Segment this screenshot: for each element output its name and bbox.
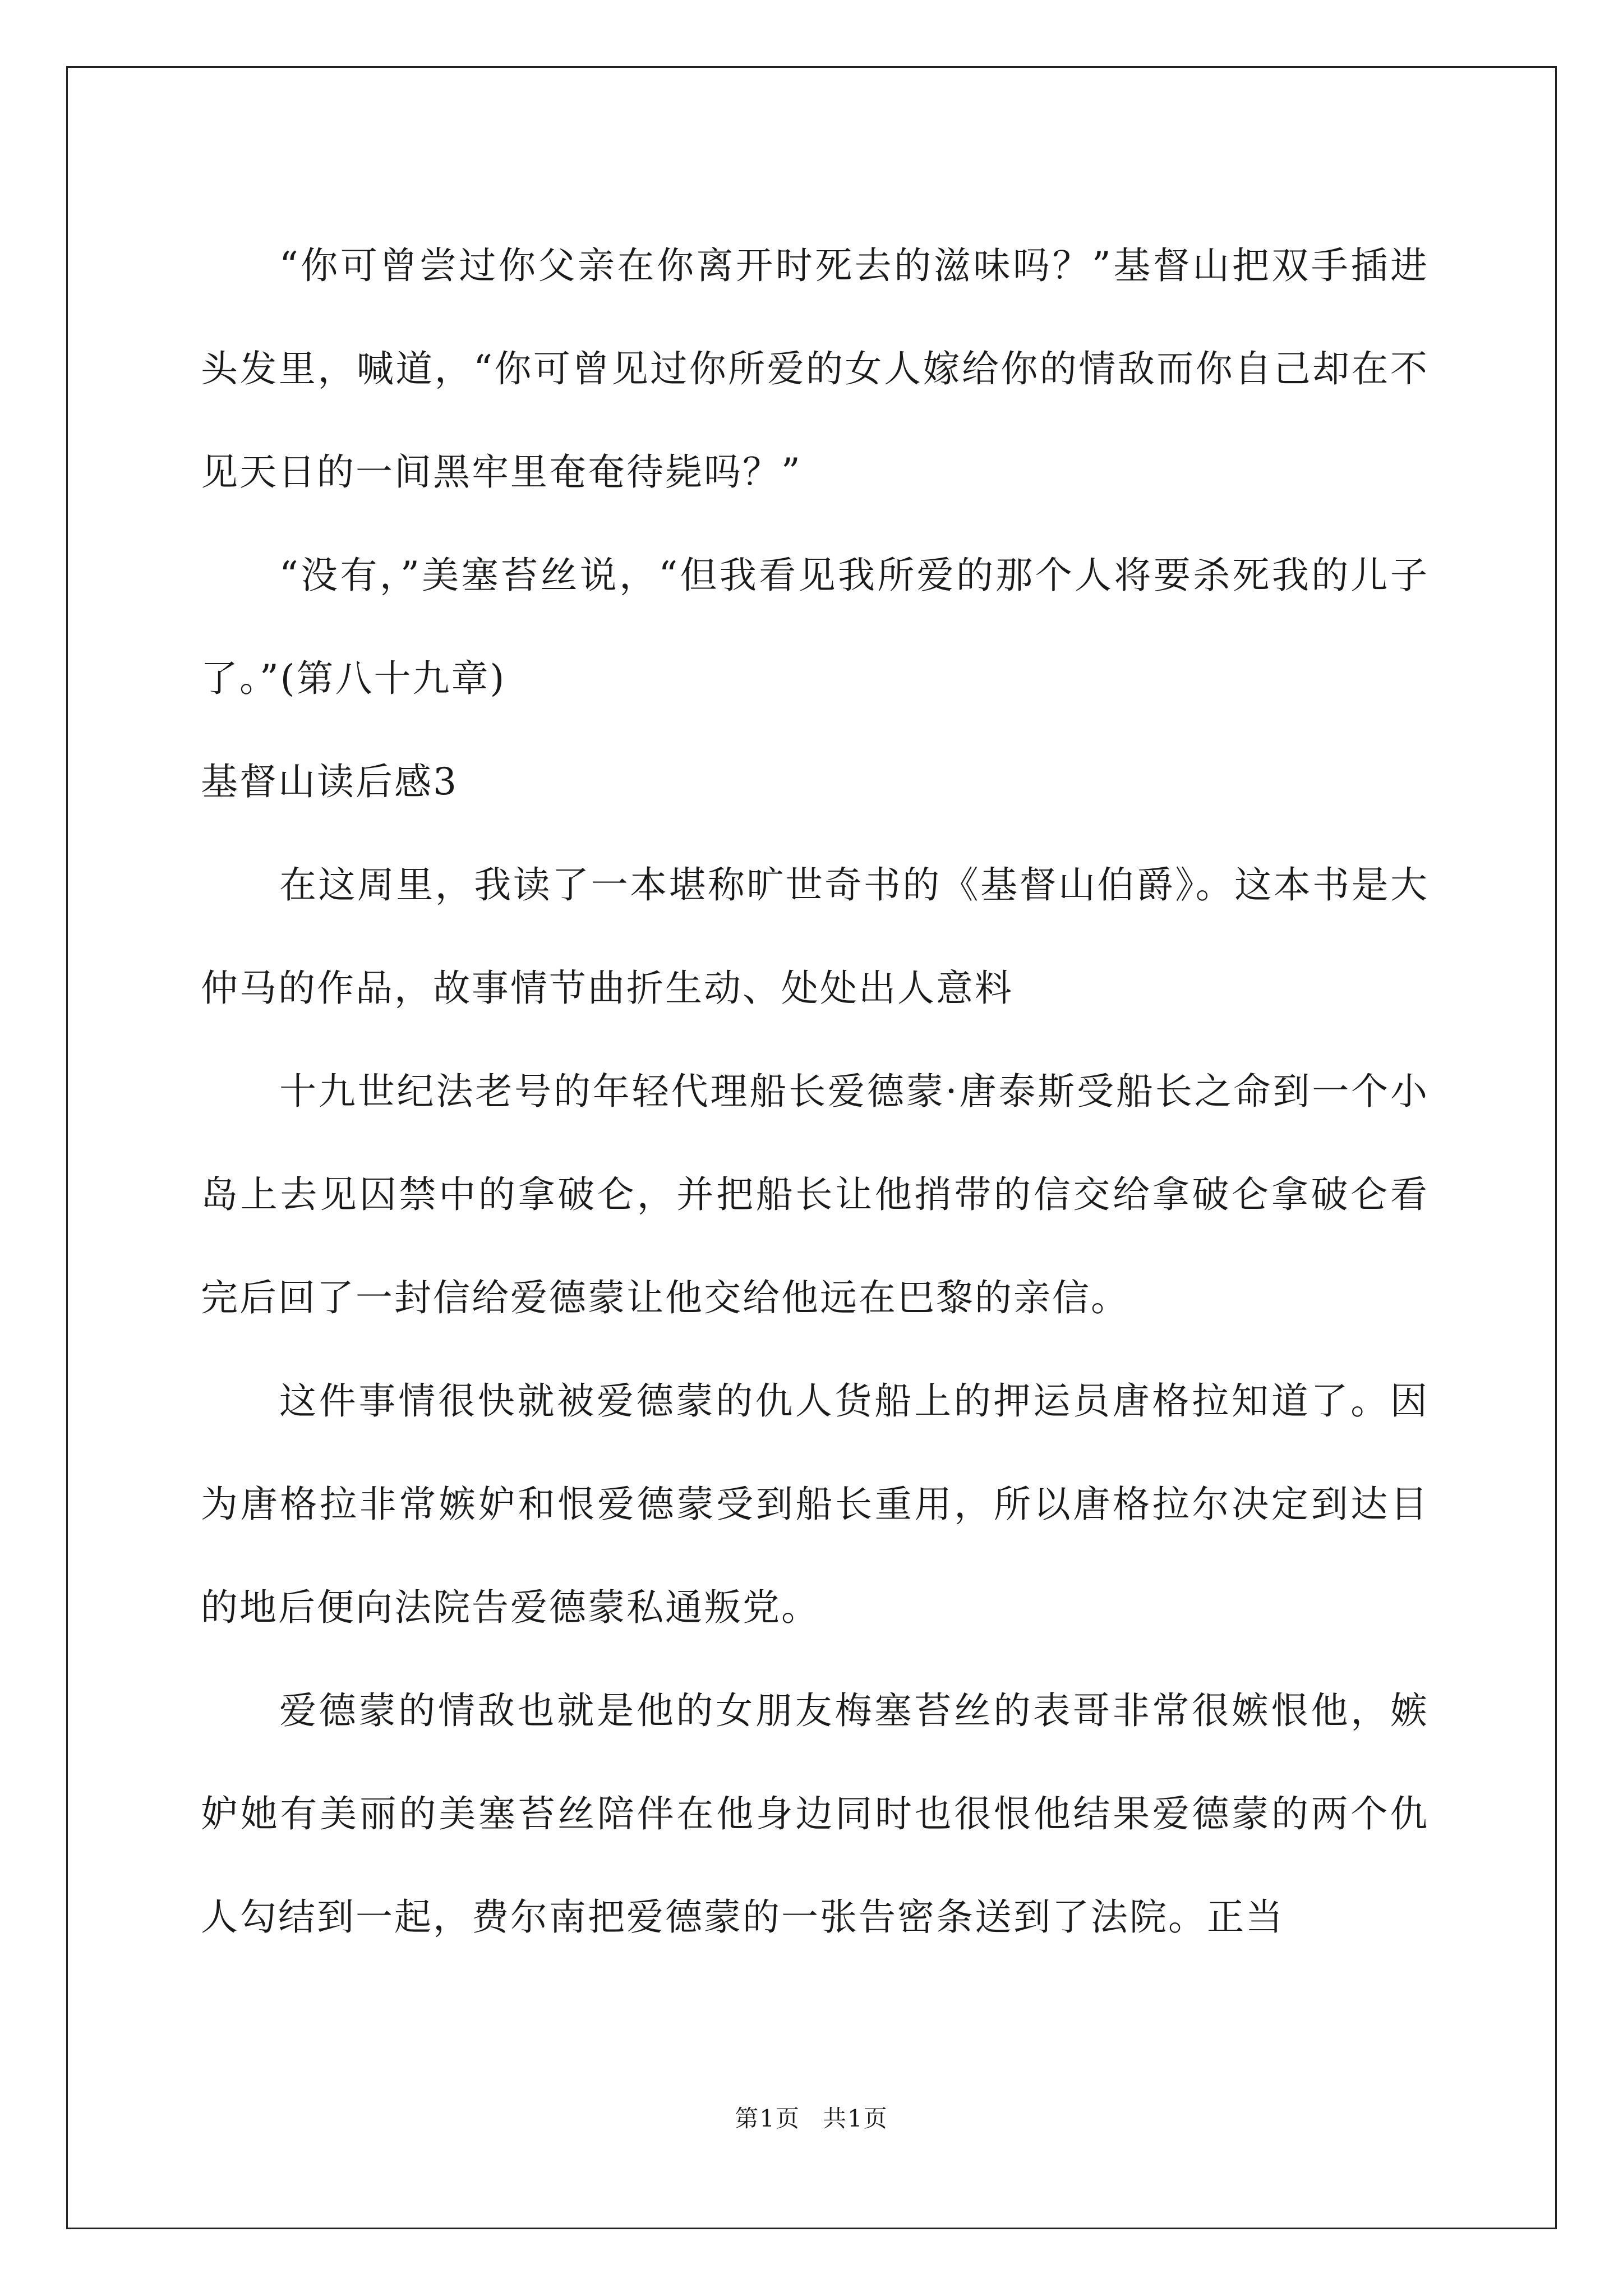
paragraph: “你可曾尝过你父亲在你离开时死去的滋味吗？”基督山把双手插进头发里，喊道，“你可曾见过你所爱的女人嫁给你的情敌而你自己却在不见天日的一间黑牢里奄奄待毙吗？” bbox=[201, 244, 1429, 494]
paragraph: “没有，”美塞苔丝说，“但我看见我所爱的那个人将要杀死我的儿子了。”(第八十九章) bbox=[201, 554, 1429, 700]
page-number: 第1页 bbox=[735, 2105, 800, 2132]
document-body bbox=[201, 214, 1429, 1969]
page-footer bbox=[0, 2102, 1623, 2136]
paragraph: 这件事情很快就被爱德蒙的仇人货船上的押运员唐格拉知道了。因为唐格拉非常嫉妒和恨爱德蒙受到船长重用，所以唐格拉尔决定到达目的地后便向法院告爱德蒙私通叛党。 bbox=[201, 1379, 1429, 1629]
paragraph: 在这周里，我读了一本堪称旷世奇书的《基督山伯爵》。这本书是大仲马的作品，故事情节曲折生动、处处出人意料 bbox=[201, 863, 1429, 1010]
paragraph: 爱德蒙的情敌也就是他的女朋友梅塞苔丝的表哥非常很嫉恨他，嫉妒她有美丽的美塞苔丝陪伴在他身边同时也很恨他结果爱德蒙的两个仇人勾结到一起，费尔南把爱德蒙的一张告密条送到了法院。正当 bbox=[201, 1689, 1429, 1939]
page-total: 共1页 bbox=[823, 2105, 888, 2132]
section-heading: 基督山读后感3 bbox=[201, 760, 458, 803]
paragraph: 十九世纪法老号的年轻代理船长爱德蒙·唐泰斯受船长之命到一个小岛上去见囚禁中的拿破仑，并把船长让他捎带的信交给拿破仑拿破仑看完后回了一封信给爱德蒙让他交给他远在巴黎的亲信。 bbox=[201, 1070, 1429, 1319]
